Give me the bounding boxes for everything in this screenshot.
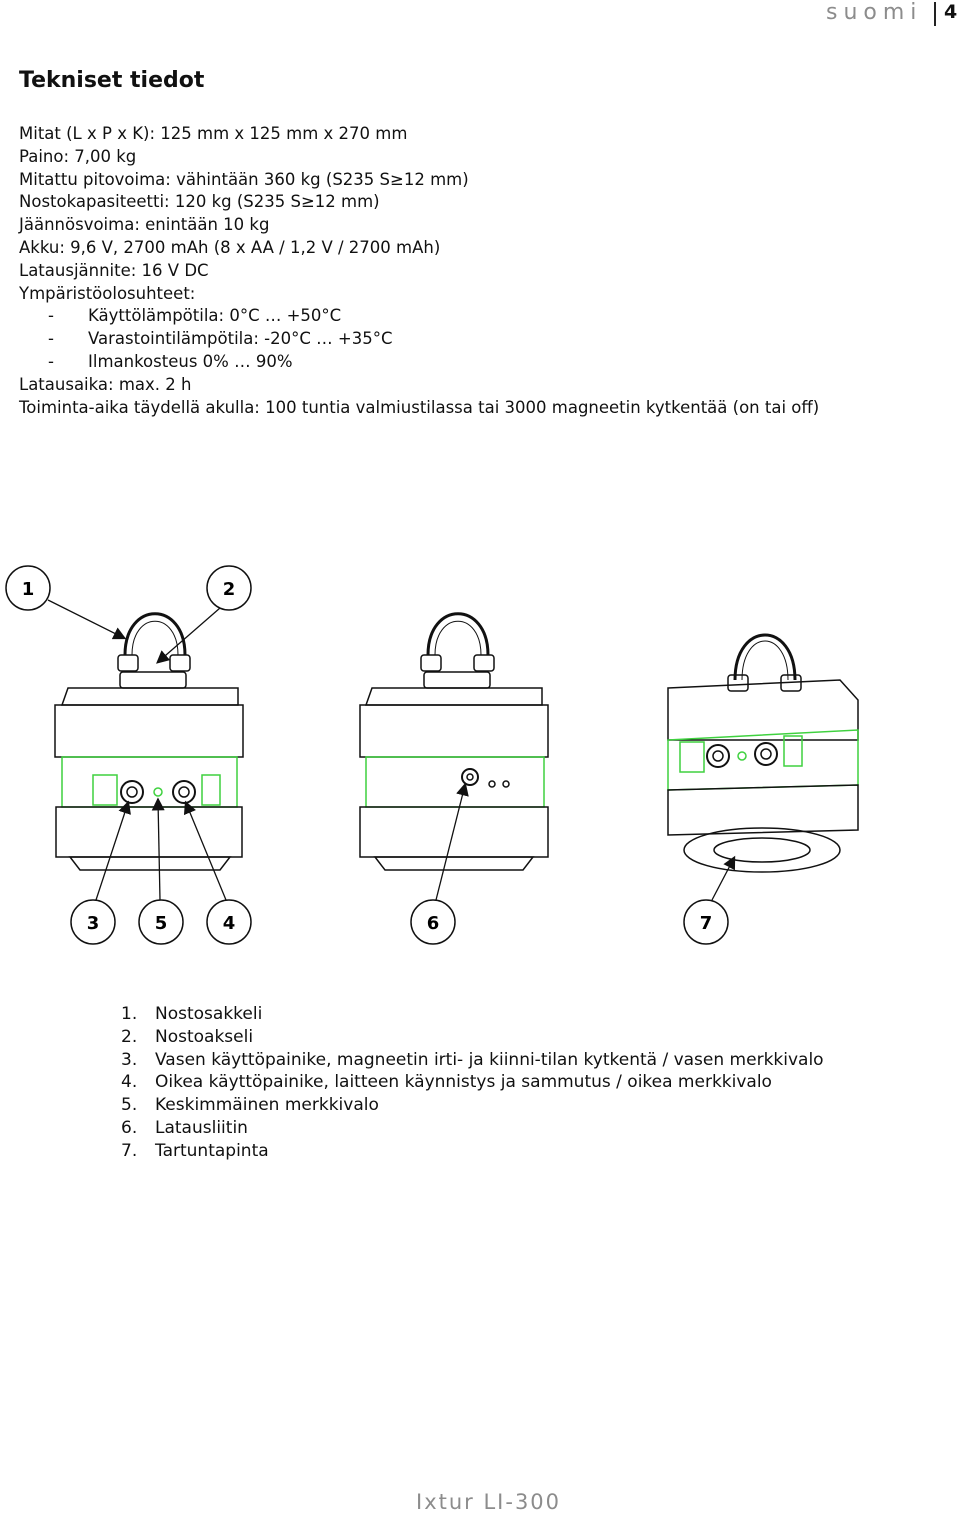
- callout-5: [139, 900, 183, 944]
- device-front-view: [55, 614, 243, 870]
- callout-3-label: 3: [86, 913, 100, 934]
- callout-1-label: 1: [21, 579, 35, 600]
- spec-operating-time: Toiminta-aika täydellä akulla: 100 tuntia valmiustilassa tai 3000 magneetin kytkentää (on tai off): [19, 397, 820, 417]
- legend-item: 5. Keskimmäinen merkkivalo: [121, 1095, 379, 1116]
- callout-5-label: 5: [154, 913, 168, 934]
- leader-arrows: [48, 600, 734, 900]
- spec-weight: Paino: 7,00 kg: [19, 146, 137, 166]
- legend-item: 2. Nostoakseli: [121, 1026, 254, 1047]
- technical-specs: [19, 123, 819, 419]
- header-language: suomi: [826, 0, 923, 25]
- callout-4: [207, 900, 251, 944]
- device-illustration: [0, 560, 960, 950]
- callout-1: [6, 566, 50, 610]
- spec-humidity: - Ilmankosteus 0% … 90%: [48, 351, 293, 371]
- callout-6: [411, 900, 455, 944]
- spec-lifting-capacity: Nostokapasiteetti: 120 kg (S235 S≥12 mm): [19, 192, 380, 212]
- spec-charging-time: Latausaika: max. 2 h: [19, 374, 192, 394]
- spec-dimensions: Mitat (L x P x K): 125 mm x 125 mm x 270 mm: [19, 124, 408, 143]
- spec-environment-heading: Ympäristöolosuhteet:: [19, 283, 196, 303]
- parts-legend: [121, 1003, 824, 1163]
- callout-3: [71, 900, 115, 944]
- legend-item: 1. Nostosakkeli: [121, 1004, 263, 1024]
- callout-2-label: 2: [222, 579, 236, 600]
- page-title: Tekniset tiedot: [19, 68, 205, 93]
- spec-battery: Akku: 9,6 V, 2700 mAh (8 x AA / 1,2 V / 2700 mAh): [19, 237, 441, 257]
- device-bottom-view: [668, 635, 858, 872]
- header-divider: [934, 2, 936, 26]
- spec-charging-voltage: Latausjännite: 16 V DC: [19, 260, 209, 280]
- legend-item: 6. Latausliitin: [121, 1117, 248, 1138]
- callout-6-label: 6: [426, 913, 440, 934]
- spec-storage-temp: - Varastointilämpötila: -20°C … +35°C: [48, 329, 393, 349]
- spec-operating-temp: - Käyttölämpötila: 0°C … +50°C: [48, 306, 342, 326]
- device-drawings-svg: [0, 560, 960, 950]
- callout-7: [684, 900, 728, 944]
- device-side-view: [360, 614, 548, 870]
- callout-7-label: 7: [699, 913, 713, 934]
- footer-product-name: Ixtur LI-300: [416, 1490, 562, 1514]
- legend-item: 7. Tartuntapinta: [121, 1140, 269, 1161]
- spec-holding-force: Mitattu pitovoima: vähintään 360 kg (S235 S≥12 mm): [19, 169, 469, 189]
- page-number: 4: [944, 1, 958, 23]
- legend-item: 4. Oikea käyttöpainike, laitteen käynnistys ja sammutus / oikea merkkivalo: [121, 1072, 772, 1093]
- callout-4-label: 4: [222, 913, 236, 934]
- legend-item: 3. Vasen käyttöpainike, magneetin irti- ja kiinni-tilan kytkentä / vasen merkkivalo: [121, 1049, 824, 1070]
- callout-2: [207, 566, 251, 610]
- spec-residual-force: Jäännösvoima: enintään 10 kg: [19, 215, 270, 235]
